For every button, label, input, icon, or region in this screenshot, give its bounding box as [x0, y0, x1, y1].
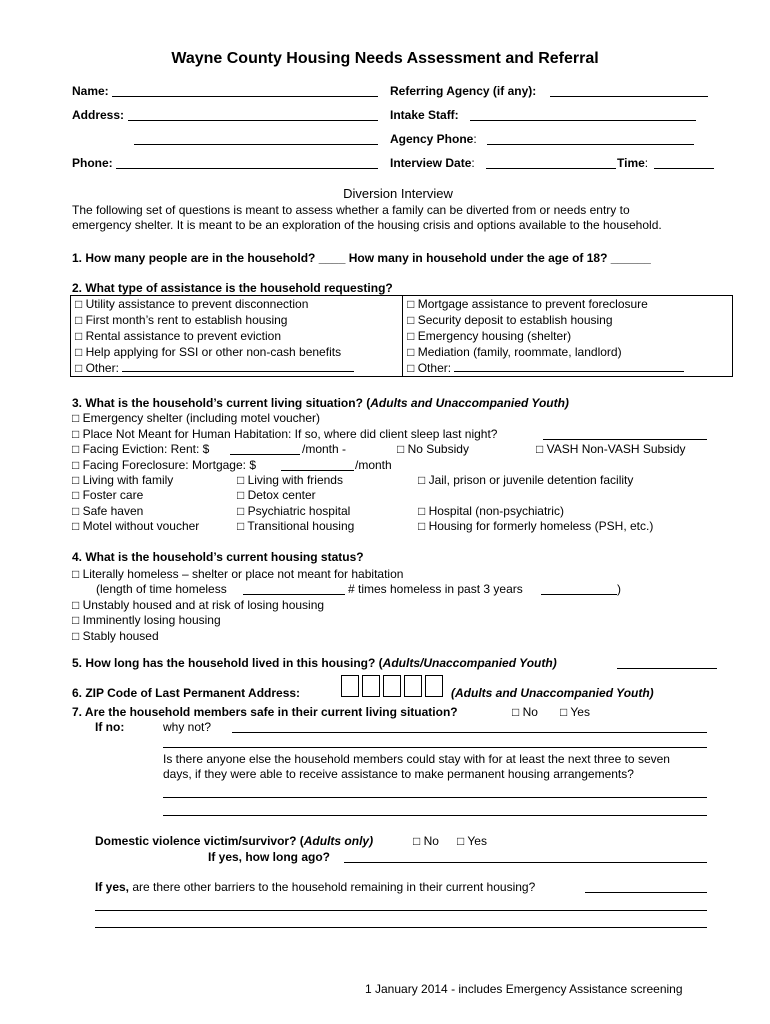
sleep-last-night-field[interactable] — [543, 439, 707, 440]
option-facing-foreclosure[interactable]: □ Facing Foreclosure: Mortgage: $ — [72, 458, 256, 472]
anyone-else-field[interactable] — [163, 797, 707, 798]
why-not-label: why not? — [163, 720, 212, 734]
barriers-label: If yes, are there other barriers to the household remaining in their current housing? — [95, 880, 536, 894]
diversion-heading: Diversion Interview — [343, 186, 453, 201]
assist-option[interactable]: □ Help applying for SSI or other non-cash benefits — [71, 344, 403, 360]
option-safe-haven[interactable]: □ Safe haven — [72, 504, 144, 518]
dv-yes-option[interactable]: □ Yes — [457, 834, 487, 848]
option-imminently-losing[interactable]: □ Imminently losing housing — [72, 613, 221, 627]
zip-digit-box[interactable] — [362, 675, 380, 697]
diversion-intro-line1: The following set of questions is meant to assess whether a family can be diverted from or needs entry to — [72, 203, 630, 217]
barriers-field[interactable] — [585, 892, 707, 893]
option-hospital[interactable]: □ Hospital (non-psychiatric) — [418, 504, 564, 518]
rent-field[interactable] — [230, 454, 300, 455]
intake-staff-field[interactable] — [470, 120, 696, 121]
times-homeless-label: # times homeless in past 3 years — [348, 582, 523, 596]
zip-digit-box[interactable] — [425, 675, 443, 697]
assist-option[interactable]: □ Emergency housing (shelter) — [403, 328, 733, 344]
option-facing-eviction[interactable]: □ Facing Eviction: Rent: $ — [72, 442, 210, 456]
page-title: Wayne County Housing Needs Assessment and Referral — [171, 50, 599, 67]
barriers-field-line3[interactable] — [95, 927, 707, 928]
if-no-label: If no: — [95, 720, 125, 734]
option-stably-housed[interactable]: □ Stably housed — [72, 629, 159, 643]
option-jail[interactable]: □ Jail, prison or juvenile detention facility — [418, 473, 634, 487]
interview-date-field[interactable] — [486, 168, 616, 169]
assist-other-right[interactable]: □ Other: — [403, 360, 733, 377]
q7-no-option[interactable]: □ No — [512, 705, 538, 719]
referring-agency-label: Referring Agency (if any): — [390, 84, 537, 98]
option-place-not-meant[interactable]: □ Place Not Meant for Human Habitation: If so, where did client sleep last night? — [72, 427, 498, 441]
option-detox[interactable]: □ Detox center — [237, 488, 316, 502]
option-literally-homeless[interactable]: □ Literally homeless – shelter or place not meant for habitation — [72, 567, 404, 581]
assist-option[interactable]: □ First month’s rent to establish housing — [71, 312, 403, 328]
option-motel[interactable]: □ Motel without voucher — [72, 519, 200, 533]
zip-digit-box[interactable] — [341, 675, 359, 697]
option-psh[interactable]: □ Housing for formerly homeless (PSH, etc.) — [418, 519, 654, 533]
option-living-family[interactable]: □ Living with family — [72, 473, 174, 487]
how-long-label: If yes, how long ago? — [208, 850, 331, 864]
address-field-line2[interactable] — [134, 144, 378, 145]
assist-option[interactable]: □ Rental assistance to prevent eviction — [71, 328, 403, 344]
agency-phone-label: Agency Phone: — [390, 132, 477, 146]
question-7-label: 7. Are the household members safe in their current living situation? — [72, 705, 458, 719]
length-homeless-field[interactable] — [243, 594, 345, 595]
how-long-field[interactable] — [344, 862, 707, 863]
zip-digit-box[interactable] — [404, 675, 422, 697]
assistance-table — [70, 295, 733, 377]
dv-no-option[interactable]: □ No — [413, 834, 439, 848]
intake-staff-label: Intake Staff: — [390, 108, 459, 122]
times-homeless-field[interactable] — [541, 594, 617, 595]
rent-month-label: /month - — [302, 442, 347, 456]
assist-option[interactable]: □ Security deposit to establish housing — [403, 312, 733, 328]
referring-agency-field[interactable] — [550, 96, 708, 97]
phone-field[interactable] — [116, 168, 378, 169]
dv-label: Domestic violence victim/survivor? (Adults only) — [95, 834, 374, 848]
question-3-label: 3. What is the household’s current living situation? (Adults and Unaccompanied Youth) — [72, 396, 569, 410]
paren-close: ) — [617, 582, 621, 596]
option-living-friends[interactable]: □ Living with friends — [237, 473, 343, 487]
question-6-qualifier: (Adults and Unaccompanied Youth) — [451, 686, 654, 700]
length-homeless-label: (length of time homeless — [96, 582, 227, 596]
assist-option[interactable]: □ Mediation (family, roommate, landlord) — [403, 344, 733, 360]
diversion-intro-line2: emergency shelter. It is meant to be an exploration of the housing crisis and options available to the household. — [72, 218, 662, 232]
mortgage-field[interactable] — [281, 470, 354, 471]
interview-date-label: Interview Date: — [390, 156, 475, 170]
option-psychiatric[interactable]: □ Psychiatric hospital — [237, 504, 351, 518]
q7-yes-option[interactable]: □ Yes — [560, 705, 590, 719]
question-5-label: 5. How long has the household lived in this housing? (Adults/Unaccompanied Youth) — [72, 656, 557, 670]
barriers-field-line2[interactable] — [95, 910, 707, 911]
why-not-field-line2[interactable] — [163, 747, 707, 748]
name-label: Name: — [72, 84, 109, 98]
anyone-else-line2: days, if they were able to receive assistance to make permanent housing arrangements? — [163, 767, 634, 781]
question-2-label: 2. What type of assistance is the household requesting? — [72, 281, 393, 295]
housing-duration-field[interactable] — [617, 668, 717, 669]
option-no-subsidy[interactable]: □ No Subsidy — [397, 442, 469, 456]
agency-phone-field[interactable] — [487, 144, 694, 145]
address-field[interactable] — [128, 120, 378, 121]
zip-code-boxes[interactable] — [341, 675, 446, 697]
question-1: 1. How many people are in the household? ____ How many in household under the age of 18? ______ — [72, 251, 651, 265]
time-field[interactable] — [654, 168, 714, 169]
mortgage-month-label: /month — [355, 458, 392, 472]
address-label: Address: — [72, 108, 125, 122]
option-transitional[interactable]: □ Transitional housing — [237, 519, 355, 533]
name-field[interactable] — [112, 96, 378, 97]
question-4-label: 4. What is the household’s current housing status? — [72, 550, 364, 564]
zip-digit-box[interactable] — [383, 675, 401, 697]
assist-other-left[interactable]: □ Other: — [71, 360, 403, 377]
option-emergency-shelter[interactable]: □ Emergency shelter (including motel voucher) — [72, 411, 321, 425]
option-vash[interactable]: □ VASH Non-VASH Subsidy — [536, 442, 686, 456]
footer-note: 1 January 2014 - includes Emergency Assistance screening — [365, 982, 683, 996]
option-foster-care[interactable]: □ Foster care — [72, 488, 144, 502]
anyone-else-line1: Is there anyone else the household members could stay with for at least the next three to seven — [163, 752, 670, 766]
anyone-else-field-line2[interactable] — [163, 815, 707, 816]
option-unstably-housed[interactable]: □ Unstably housed and at risk of losing housing — [72, 598, 325, 612]
assist-option[interactable]: □ Utility assistance to prevent disconnection — [71, 296, 403, 313]
assist-option[interactable]: □ Mortgage assistance to prevent foreclosure — [403, 296, 733, 313]
why-not-field[interactable] — [232, 732, 707, 733]
question-6-label: 6. ZIP Code of Last Permanent Address: — [72, 686, 301, 700]
time-label: Time: — [617, 156, 649, 170]
phone-label: Phone: — [72, 156, 113, 170]
